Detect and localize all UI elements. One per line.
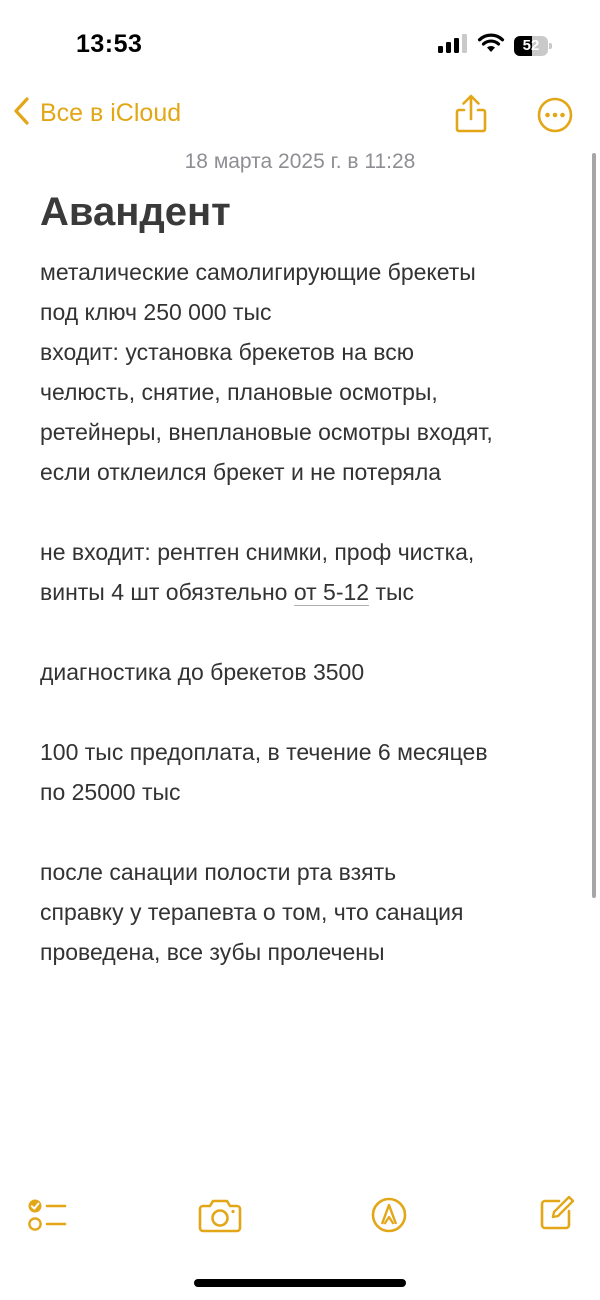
share-button[interactable] [452,94,490,139]
markup-icon [371,1220,407,1237]
more-button[interactable] [537,97,573,138]
note-date: 18 марта 2025 г. в 11:28 [184,150,416,173]
compose-icon [539,1218,575,1235]
note-paragraph [40,852,570,972]
battery-icon [514,36,552,56]
note-line: не входит: рентген снимки, проф чистка, [40,539,475,565]
note-line [40,572,570,612]
battery-level-text: 52 [522,36,540,54]
note-line: металические самолигирующие брекеты [40,259,476,285]
note-line: входит: установка брекетов на всю [40,339,414,365]
more-icon [537,120,573,137]
note-title[interactable]: Авандент [40,190,231,234]
cellular-signal-icon [438,34,468,58]
note-line: челюсть, снятие, плановые осмотры, [40,379,438,405]
note-line: проведена, все зубы пролечены [40,939,385,965]
share-icon [452,121,490,138]
note-paragraph [40,652,570,692]
note-line: справку у терапевта о том, что санация [40,899,464,925]
note-text: винты 4 шт обязтельно [40,579,294,605]
chevron-left-icon [12,96,32,131]
markup-button[interactable] [371,1197,407,1238]
note-line: если отклеился брекет и не потеряла [40,459,442,485]
note-text: тыс [369,579,415,605]
compose-button[interactable] [539,1195,575,1236]
note-line: ретейнеры, внеплановые осмотры входят, [40,419,493,445]
camera-icon [198,1220,242,1237]
home-indicator[interactable] [194,1279,406,1287]
back-button-label: Все в iCloud [40,99,182,127]
note-paragraph [40,252,570,492]
wifi-icon [477,33,505,58]
scrollbar[interactable] [592,153,596,898]
status-icons [438,33,552,58]
note-body[interactable] [40,252,570,1012]
back-button[interactable] [12,96,181,131]
note-line: по 25000 тыс [40,779,181,805]
status-time: 13:53 [76,30,143,58]
note-paragraph [40,732,570,812]
checklist-button[interactable] [27,1196,67,1239]
note-paragraph [40,532,570,612]
detected-price-link[interactable]: от 5-12 [293,579,370,605]
note-line: 100 тыс предоплата, в течение 6 месяцев [40,739,488,765]
note-line: под ключ 250 000 тыс [40,299,272,325]
checklist-icon [27,1221,67,1238]
note-line: после санации полости рта взять [40,859,397,885]
camera-button[interactable] [198,1197,242,1238]
note-line: диагностика до брекетов 3500 [40,659,365,685]
